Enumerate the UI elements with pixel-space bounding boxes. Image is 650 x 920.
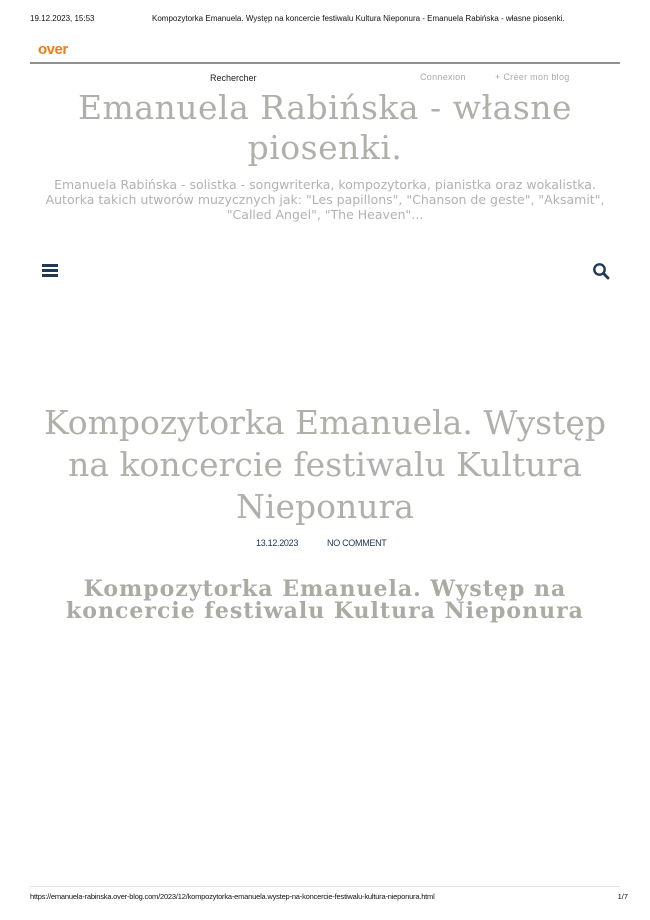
print-document-title: Kompozytorka Emanuela. Występ na koncercie festiwalu Kultura Nieponura - Emanuela Rabińska - własne piosenki. <box>152 14 565 23</box>
blog-title[interactable]: Emanuela Rabińska - własne piosenki. <box>77 88 573 167</box>
create-blog-link[interactable]: + Créer mon blog <box>495 72 570 82</box>
nav-bar <box>42 262 610 280</box>
print-page-number: 1/7 <box>617 892 628 901</box>
top-bar <box>30 32 620 64</box>
overblog-logo[interactable]: over <box>38 41 68 58</box>
search-icon[interactable] <box>592 262 610 280</box>
hamburger-icon[interactable] <box>42 264 58 277</box>
post-title: Kompozytorka Emanuela. Występ na koncercie festiwalu Kultura Nieponura <box>44 403 606 526</box>
utility-row <box>30 72 620 86</box>
print-url: https://emanuela-rabinska.over-blog.com/2023/12/kompozytorka-emanuela.wystep-na-koncercie-festiwalu-kultura-nieponura.html <box>30 892 435 901</box>
footer-divider <box>30 886 620 887</box>
post-date: 13.12.2023 <box>256 538 299 548</box>
login-link[interactable]: Connexion <box>420 72 466 82</box>
post-heading: Kompozytorka Emanuela. Występ na koncercie festiwalu Kultura Nieponura <box>66 576 584 624</box>
post-comments-link[interactable]: NO COMMENT <box>327 538 387 548</box>
print-header <box>30 14 620 23</box>
search-link[interactable]: Rechercher <box>210 73 257 83</box>
blog-description: Emanuela Rabińska - solistka - songwriterka, kompozytorka, pianistka oraz wokalistka. Autorka takich utworów muzycznych jak: "Les papillons", "Chanson de geste", "Aksamit", "Called Angel", "The Heaven"... <box>45 177 605 222</box>
post-meta <box>0 538 650 550</box>
print-datetime: 19.12.2023, 15:53 <box>30 14 95 23</box>
